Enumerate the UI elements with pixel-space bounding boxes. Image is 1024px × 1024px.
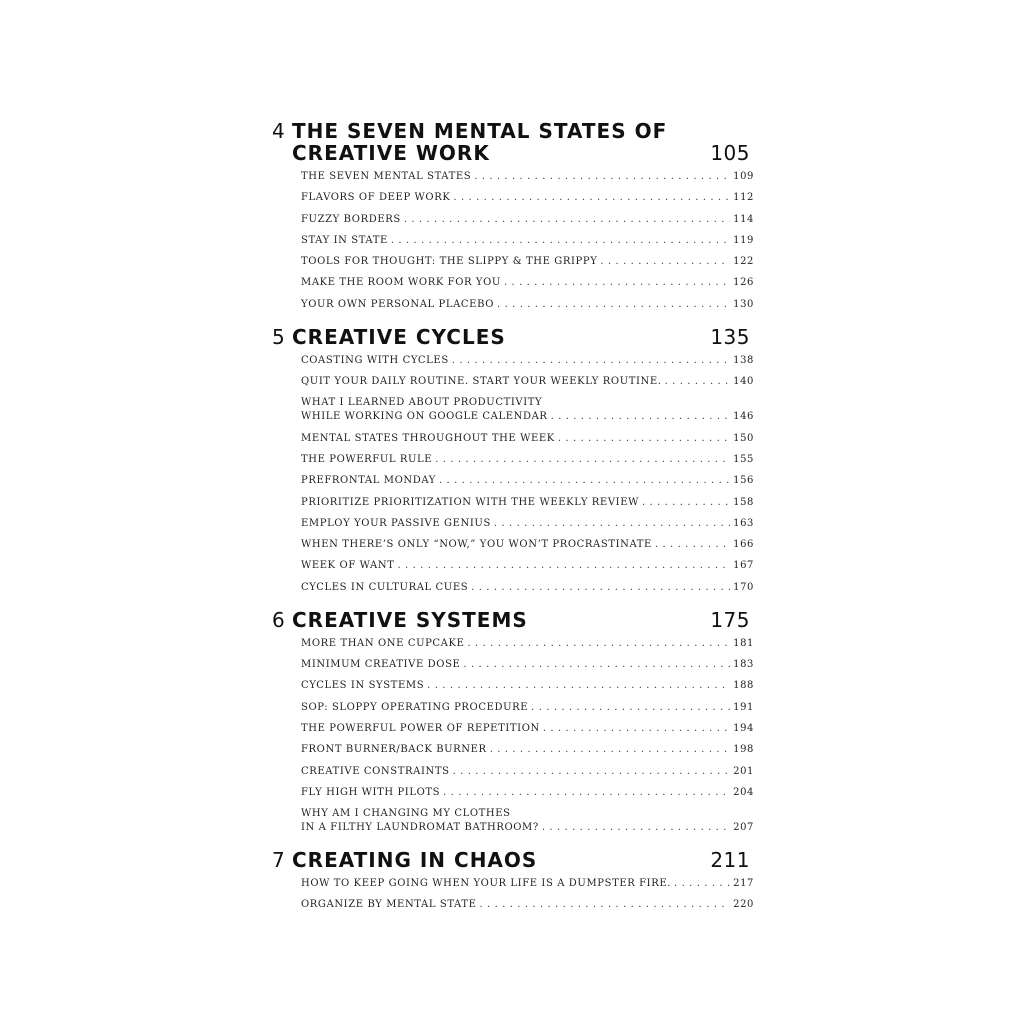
entry-row: [301, 213, 754, 227]
chapter-heading: [272, 849, 754, 871]
entry-row: [301, 722, 754, 736]
entry-page-number: 166: [733, 539, 754, 551]
toc-entry: [301, 538, 754, 552]
toc-entry: [301, 559, 754, 573]
toc-entry: [301, 701, 754, 715]
entry-page-number: 220: [733, 899, 754, 911]
entry-page-number: 109: [733, 171, 754, 182]
entry-page-number: 191: [733, 701, 754, 713]
toc-entry: [301, 743, 754, 757]
toc-entry: [301, 474, 754, 488]
chapter-page-number: 105: [710, 141, 750, 165]
entry-page-number: 119: [733, 234, 754, 246]
entry-row: [301, 765, 754, 779]
toc-entry: [301, 877, 754, 891]
entry-page-number: 140: [733, 376, 754, 388]
entry-title: YOUR OWN PERSONAL PLACEBO: [301, 298, 495, 310]
entry-row: [301, 743, 754, 757]
entry-row: [301, 375, 754, 389]
dot-leader: [397, 559, 730, 573]
entry-row: [301, 298, 754, 312]
toc-entry: [301, 637, 754, 651]
entry-row: [301, 234, 754, 248]
toc-entry: [301, 517, 754, 531]
entry-title: MINIMUM CREATIVE DOSE: [301, 659, 461, 671]
dot-leader: [467, 637, 730, 651]
entry-title-first-line: WHAT I LEARNED ABOUT PRODUCTIVITY: [301, 397, 543, 409]
entry-row: [301, 786, 754, 800]
entry-row: [301, 559, 754, 573]
entry-title: WHILE WORKING ON GOOGLE CALENDAR: [301, 411, 548, 423]
chapter-number: 7: [272, 848, 285, 873]
entry-page-number: 163: [733, 517, 754, 529]
entry-row: [301, 496, 754, 510]
dot-leader: [551, 410, 731, 424]
entry-row: [301, 637, 754, 651]
toc-entry: [301, 765, 754, 779]
entry-list: [272, 170, 754, 312]
entry-list: [272, 877, 754, 912]
entry-title: CREATIVE CONSTRAINTS: [301, 765, 450, 777]
dot-leader: [427, 679, 730, 693]
dot-leader: [600, 255, 730, 269]
chapter-section: [272, 609, 754, 835]
entry-page-number: 194: [733, 722, 754, 734]
dot-leader: [435, 453, 730, 467]
toc-entry: [301, 354, 754, 368]
chapter-title: CREATIVE CYCLES: [292, 324, 506, 349]
entry-title: SOP: SLOPPY OPERATING PROCEDURE: [301, 701, 529, 713]
dot-leader: [471, 581, 730, 595]
dot-leader: [439, 474, 730, 488]
entry-page-number: 204: [733, 786, 754, 798]
entry-title: TOOLS FOR THOUGHT: THE SLIPPY & THE GRIPPY: [301, 256, 598, 268]
chapter-page-number: 175: [710, 607, 750, 632]
dot-leader: [655, 538, 730, 552]
entry-page-number: 183: [733, 659, 754, 671]
chapter-title: CREATIVE SYSTEMS: [292, 607, 528, 632]
dot-leader: [453, 191, 730, 205]
entry-title: THE POWERFUL POWER OF REPETITION: [301, 722, 540, 734]
toc-entry: [301, 786, 754, 800]
toc-entry: [301, 658, 754, 672]
entry-row: [301, 191, 754, 205]
toc-entry: [301, 191, 754, 205]
dot-leader: [494, 517, 730, 531]
toc-entry: [301, 679, 754, 693]
chapter-heading: [272, 120, 754, 164]
dot-leader: [665, 375, 731, 389]
entry-page-number: 155: [733, 453, 754, 465]
entry-row: [301, 410, 754, 424]
entry-row: [301, 255, 754, 269]
entry-row: [301, 354, 754, 368]
dot-leader: [674, 877, 730, 891]
entry-page-number: 217: [733, 878, 754, 890]
entry-page-number: 170: [733, 581, 754, 593]
dot-leader: [404, 213, 730, 227]
table-of-contents: [272, 120, 754, 926]
dot-leader: [391, 234, 730, 248]
entry-page-number: 167: [733, 560, 754, 572]
entry-list: [272, 354, 754, 595]
entry-title: FLY HIGH WITH PILOTS: [301, 786, 441, 798]
entry-row: [301, 679, 754, 693]
entry-title: THE POWERFUL RULE: [301, 453, 433, 465]
entry-page-number: 181: [733, 637, 754, 649]
entry-page-number: 188: [733, 680, 754, 692]
entry-title: QUIT YOUR DAILY ROUTINE. START YOUR WEEKLY ROUTINE.: [301, 376, 662, 388]
entry-title: THE SEVEN MENTAL STATES: [301, 171, 472, 182]
chapter-section: [272, 120, 754, 312]
dot-leader: [480, 898, 731, 912]
toc-entry: [301, 255, 754, 269]
entry-title: MORE THAN ONE CUPCAKE: [301, 637, 465, 649]
chapter-heading: [272, 609, 754, 631]
entry-row: [301, 170, 754, 184]
entry-page-number: 122: [733, 256, 754, 268]
entry-page-number: 112: [733, 192, 754, 204]
entry-title: CYCLES IN SYSTEMS: [301, 680, 425, 692]
entry-row: [301, 474, 754, 488]
toc-entry: [301, 722, 754, 736]
entry-page-number: 207: [733, 822, 754, 834]
dot-leader: [531, 701, 730, 715]
toc-entry: [301, 298, 754, 312]
entry-title: COASTING WITH CYCLES: [301, 354, 449, 366]
entry-title: FRONT BURNER/BACK BURNER: [301, 744, 487, 756]
chapter-section: [272, 849, 754, 912]
chapter-number: 4: [272, 119, 285, 143]
entry-title: MAKE THE ROOM WORK FOR YOU: [301, 277, 501, 289]
entry-page-number: 126: [733, 277, 754, 289]
entry-page-number: 198: [733, 744, 754, 756]
entry-row: [301, 276, 754, 290]
entry-row: [301, 821, 754, 835]
chapter-page-number: 211: [710, 848, 750, 873]
entry-page-number: 158: [733, 496, 754, 508]
toc-entry: [301, 581, 754, 595]
entry-page-number: 156: [733, 475, 754, 487]
entry-list: [272, 637, 754, 835]
entry-title: PREFRONTAL MONDAY: [301, 475, 436, 487]
chapter-number: 6: [272, 607, 285, 632]
entry-row: [301, 517, 754, 531]
entry-title: CYCLES IN CULTURAL CUES: [301, 581, 469, 593]
toc-entry: [301, 496, 754, 510]
entry-title: WEEK OF WANT: [301, 560, 395, 572]
entry-title: MENTAL STATES THROUGHOUT THE WEEK: [301, 432, 555, 444]
entry-title: IN A FILTHY LAUNDROMAT BATHROOM?: [301, 822, 539, 834]
dot-leader: [490, 743, 730, 757]
toc-entry: [301, 276, 754, 290]
dot-leader: [543, 722, 730, 736]
dot-leader: [463, 658, 730, 672]
entry-title: EMPLOY YOUR PASSIVE GENIUS: [301, 517, 491, 529]
chapter-heading: [272, 326, 754, 348]
entry-title: PRIORITIZE PRIORITIZATION WITH THE WEEKLY REVIEW: [301, 496, 639, 508]
dot-leader: [558, 432, 730, 446]
toc-entry: [301, 807, 754, 835]
entry-page-number: 138: [733, 354, 754, 366]
dot-leader: [452, 354, 730, 368]
entry-row: [301, 877, 754, 891]
entry-page-number: 114: [733, 213, 754, 225]
entry-page-number: 146: [733, 411, 754, 423]
toc-entry: [301, 375, 754, 389]
chapter-page-number: 135: [710, 324, 750, 349]
entry-page-number: 130: [733, 298, 754, 310]
entry-row: [301, 453, 754, 467]
entry-title: WHEN THERE’S ONLY “NOW,” YOU WON’T PROCRASTINATE: [301, 539, 652, 551]
entry-row: [301, 538, 754, 552]
entry-row: [301, 432, 754, 446]
entry-title: FLAVORS OF DEEP WORK: [301, 192, 451, 204]
entry-title-first-line: WHY AM I CHANGING MY CLOTHES: [301, 808, 511, 820]
dot-leader: [542, 821, 730, 835]
toc-entry: [301, 453, 754, 467]
chapter-title: THE SEVEN MENTAL STATES OF CREATIVE WORK: [292, 119, 668, 165]
entry-title: ORGANIZE BY MENTAL STATE: [301, 899, 477, 911]
dot-leader: [474, 170, 730, 184]
entry-page-number: 201: [733, 765, 754, 777]
chapter-title: CREATING IN CHAOS: [292, 848, 538, 873]
toc-entry: [301, 432, 754, 446]
entry-title: FUZZY BORDERS: [301, 213, 401, 225]
toc-entry: [301, 396, 754, 424]
toc-entry: [301, 213, 754, 227]
entry-page-number: 150: [733, 432, 754, 444]
toc-entry: [301, 234, 754, 248]
dot-leader: [504, 276, 730, 290]
dot-leader: [642, 496, 730, 510]
toc-entry: [301, 898, 754, 912]
entry-row: [301, 701, 754, 715]
chapter-number: 5: [272, 324, 285, 349]
toc-entry: [301, 170, 754, 184]
chapter-section: [272, 326, 754, 595]
entry-row: [301, 658, 754, 672]
dot-leader: [453, 765, 731, 779]
dot-leader: [443, 786, 730, 800]
entry-title: STAY IN STATE: [301, 234, 388, 246]
entry-title: HOW TO KEEP GOING WHEN YOUR LIFE IS A DUMPSTER FIRE.: [301, 878, 672, 890]
dot-leader: [497, 298, 730, 312]
entry-row: [301, 898, 754, 912]
entry-row: [301, 581, 754, 595]
